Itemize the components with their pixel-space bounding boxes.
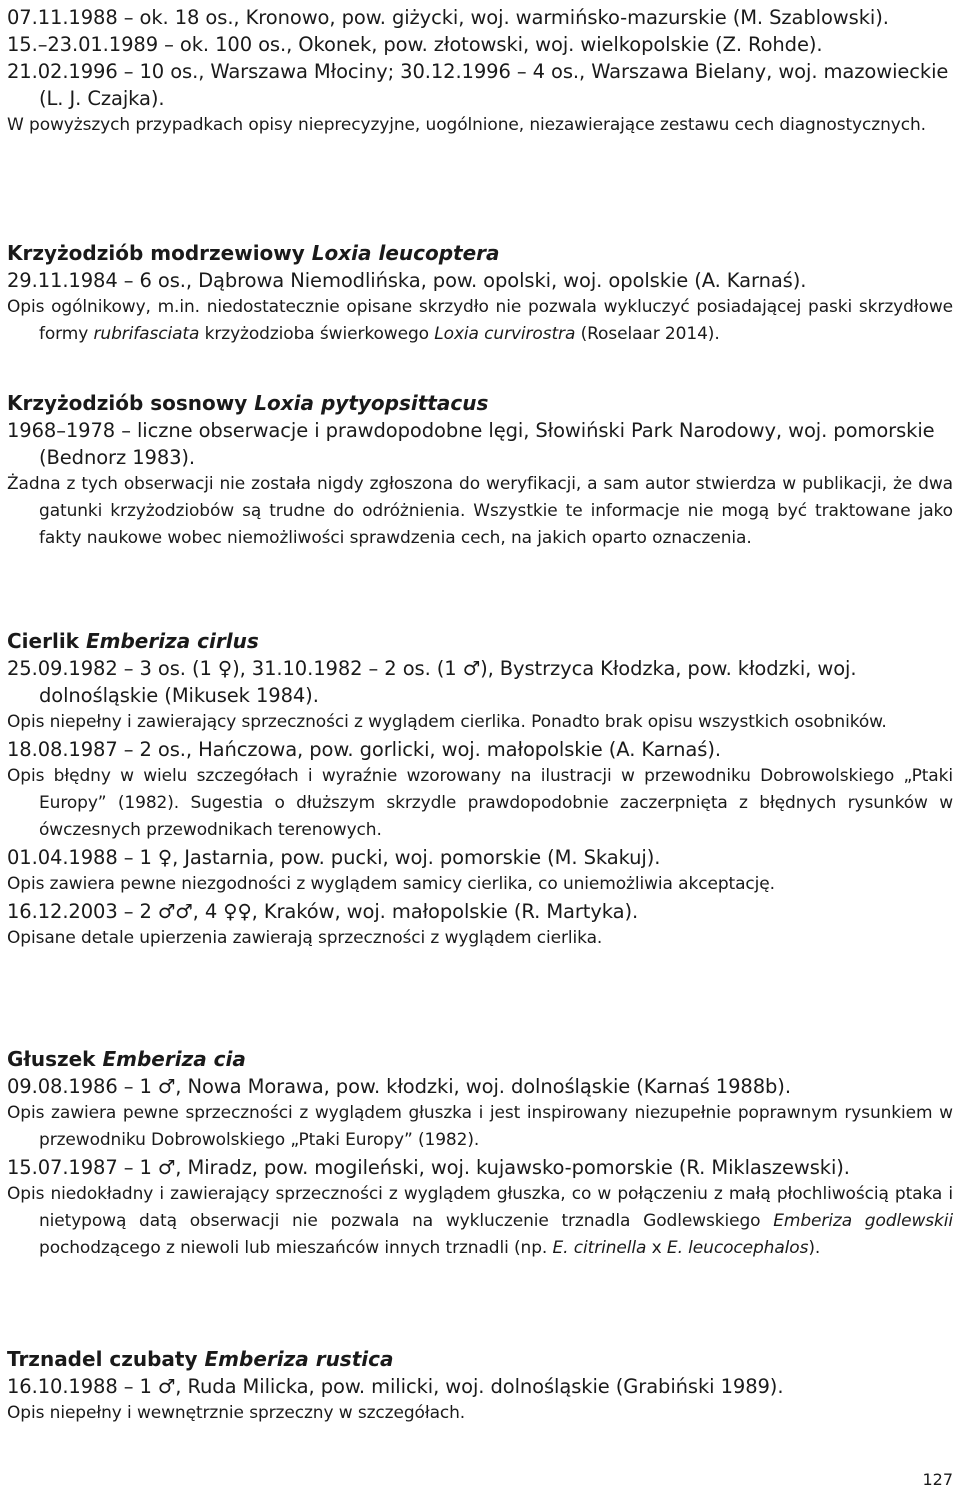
record-entry: 01.04.1988 – 1 ♀, Jastarnia, pow. pucki, woj. pomorskie (M. Skakuj).	[7, 846, 661, 869]
record-entry: 25.09.1982 – 3 os. (1 ♀), 31.10.1982 – 2 os. (1 ♂), Bystrzyca Kłodzka, pow. kłodzki, woj. dolnośląskie (Mikusek 1984).	[7, 657, 857, 707]
species-section-emberiza-rustica	[7, 1346, 953, 1427]
record-entry: 07.11.1988 – ok. 18 os., Kronowo, pow. giżycki, woj. warmińsko-mazurskie (M. Szablowski).	[7, 6, 889, 29]
record-entry: 15.07.1987 – 1 ♂, Miradz, pow. mogileński, woj. kujawsko-pomorskie (R. Miklaszewski).	[7, 1156, 850, 1179]
species-section-emberiza-cirlus	[7, 628, 953, 952]
species-section-emberiza-cia	[7, 1046, 953, 1262]
species-heading: Głuszek Emberiza cia	[7, 1047, 246, 1071]
record-description: Opis niepełny i wewnętrznie sprzeczny w szczegółach.	[7, 1403, 466, 1423]
species-heading: Krzyżodziób modrzewiowy Loxia leucoptera	[7, 241, 500, 265]
record-description: Opis zawiera pewne sprzeczności z wyglądem głuszka i jest inspirowany niezupełnie poprawnym rysunkiem w przewodniku Dobrowolskiego „Ptaki Europy” (1982).	[7, 1103, 953, 1150]
record-entry: 15.–23.01.1989 – ok. 100 os., Okonek, pow. złotowski, woj. wielkopolskie (Z. Rohde).	[7, 33, 823, 56]
record-description: Opisane detale upierzenia zawierają sprzeczności z wyglądem cierlika.	[7, 928, 603, 948]
record-description: Opis niepełny i zawierający sprzeczności z wyglądem cierlika. Ponadto brak opisu wszystkich osobników.	[7, 712, 887, 732]
record-description: Opis błędny w wielu szczegółach i wyraźnie wzorowany na ilustracji w przewodniku Dobrowolskiego „Ptaki Europy” (1982). Sugestia o dłuższym skrzydle prawdopodobnie zaczerpnięta z błędnych rysunków w ówczesnych przewodnikach terenowych.	[7, 766, 953, 840]
species-section-loxia-leucoptera	[7, 240, 953, 348]
intro-section	[7, 4, 953, 139]
page-number: 127	[922, 1470, 953, 1489]
record-entry: 29.11.1984 – 6 os., Dąbrowa Niemodlińska, pow. opolski, woj. opolskie (A. Karnaś).	[7, 269, 807, 292]
record-description: Żadna z tych obserwacji nie została nigdy zgłoszona do weryfikacji, a sam autor stwierdza w publikacji, że dwa gatunki krzyżodziobów są trudne do odróżnienia. Wszystkie te informacje nie mogą być traktowane jako fakty naukowe wobec niemożliwości sprawdzenia cech, na jakich oparto oznaczenia.	[7, 474, 953, 548]
species-section-loxia-pytyopsittacus	[7, 390, 953, 552]
record-entry: 09.08.1986 – 1 ♂, Nowa Morawa, pow. kłodzki, woj. dolnośląskie (Karnaś 1988b).	[7, 1075, 791, 1098]
species-heading: Krzyżodziób sosnowy Loxia pytyopsittacus	[7, 391, 489, 415]
record-entry: 18.08.1987 – 2 os., Hańczowa, pow. gorlicki, woj. małopolskie (A. Karnaś).	[7, 738, 721, 761]
species-heading: Trznadel czubaty Emberiza rustica	[7, 1347, 394, 1371]
species-heading: Cierlik Emberiza cirlus	[7, 629, 259, 653]
record-entry: 16.12.2003 – 2 ♂♂, 4 ♀♀, Kraków, woj. małopolskie (R. Martyka).	[7, 900, 639, 923]
record-description: Opis ogólnikowy, m.in. niedostatecznie opisane skrzydło nie pozwala wykluczyć posiadającej paski skrzydłowe formy rubrifasciata krzyżodzioba świerkowego Loxia curvirostra (Roselaar 2014).	[7, 297, 953, 344]
record-entry: 21.02.1996 – 10 os., Warszawa Młociny; 30.12.1996 – 4 os., Warszawa Bielany, woj. mazowieckie (L. J. Czajka).	[7, 60, 949, 110]
record-description: Opis zawiera pewne niezgodności z wyglądem samicy cierlika, co uniemożliwia akceptację.	[7, 874, 775, 894]
record-description: W powyższych przypadkach opisy nieprecyzyjne, uogólnione, niezawierające zestawu cech diagnostycznych.	[7, 115, 926, 135]
record-entry: 1968–1978 – liczne obserwacje i prawdopodobne lęgi, Słowiński Park Narodowy, woj. pomorskie (Bednorz 1983).	[7, 419, 935, 469]
record-description: Opis niedokładny i zawierający sprzeczności z wyglądem głuszka, co w połączeniu z małą płochliwością ptaka i nietypową datą obserwacji nie pozwala na wykluczenie trznadla Godlewskiego Emberiza godlewskii pochodzącego z niewoli lub mieszańców innych trznadli (np. E. citrinella x E. leucocephalos).	[7, 1184, 953, 1258]
record-entry: 16.10.1988 – 1 ♂, Ruda Milicka, pow. milicki, woj. dolnośląskie (Grabiński 1989).	[7, 1375, 784, 1398]
